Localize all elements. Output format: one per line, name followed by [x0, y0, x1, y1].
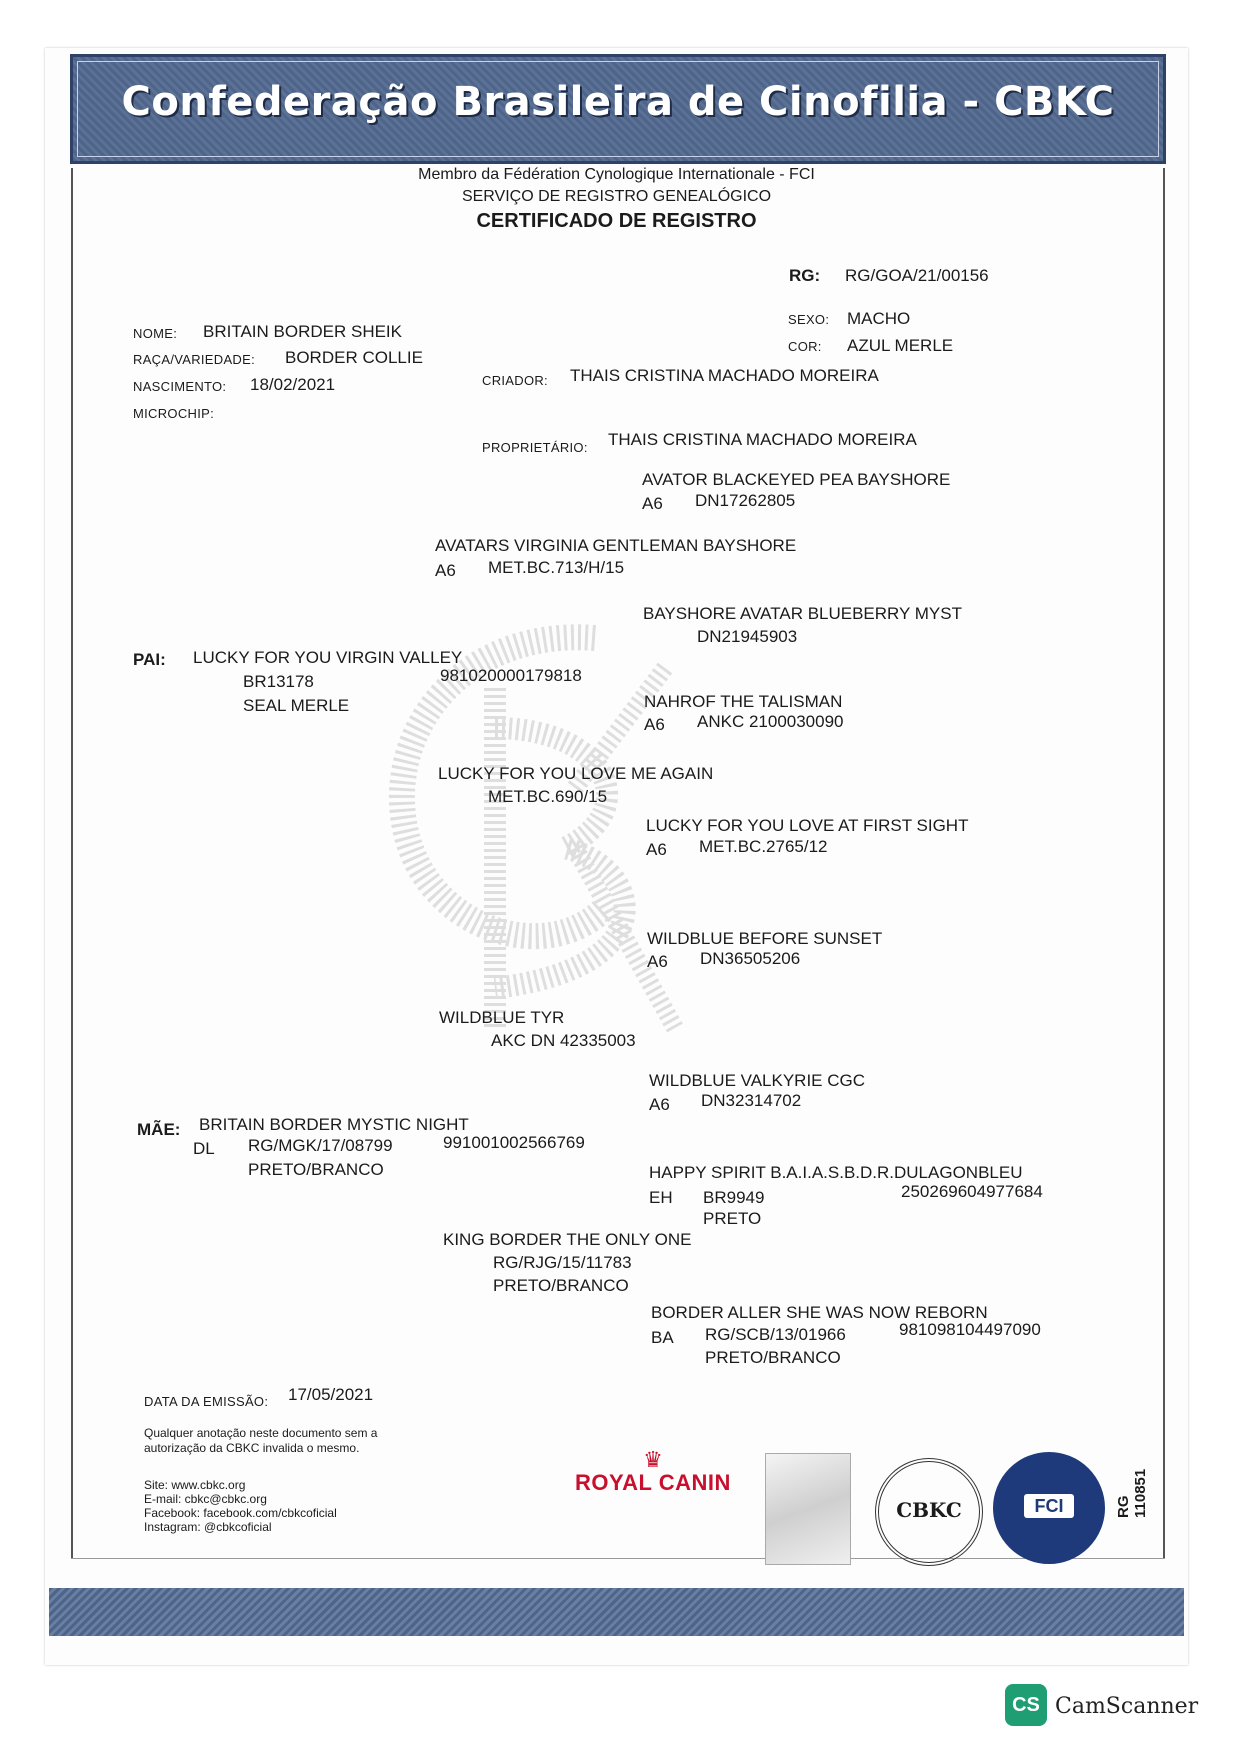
mae-code: DL — [193, 1139, 215, 1158]
pai-reg: BR13178 — [243, 672, 314, 691]
royal-canin-logo — [575, 1447, 731, 1496]
mpm-code: A6 — [649, 1095, 670, 1114]
mp-name: WILDBLUE TYR — [439, 1008, 565, 1027]
contact-instagram: Instagram: @cbkcoficial — [144, 1520, 272, 1534]
mm-name: KING BORDER THE ONLY ONE — [443, 1230, 692, 1249]
pm-reg: MET.BC.690/15 — [488, 787, 608, 806]
ppm-name: BAYSHORE AVATAR BLUEBERRY MYST — [643, 604, 962, 623]
camscanner-text: CamScanner — [1055, 1694, 1199, 1719]
sexo-value: MACHO — [847, 309, 911, 328]
mmm-color: PRETO/BRANCO — [705, 1348, 841, 1367]
certificate-sheet — [45, 48, 1188, 1665]
hologram-seal — [765, 1453, 851, 1565]
raca-label: RAÇA/VARIEDADE: — [133, 352, 256, 367]
proprietario-label: PROPRIETÁRIO: — [482, 440, 588, 455]
mmm-name: BORDER ALLER SHE WAS NOW REBORN — [651, 1303, 988, 1322]
pai-color: SEAL MERLE — [243, 696, 350, 715]
mm-color: PRETO/BRANCO — [493, 1276, 629, 1295]
service-line: SERVIÇO DE REGISTRO GENEALÓGICO — [461, 188, 772, 205]
rg-value: RG/GOA/21/00156 — [845, 266, 989, 285]
fci-membership-line: Membro da Fédération Cynologique Internationale - FCI — [418, 166, 815, 183]
frame-border-left — [71, 168, 73, 1558]
ppp-name: AVATOR BLACKEYED PEA BAYSHORE — [642, 470, 951, 489]
ppp-reg: DN17262805 — [695, 491, 796, 510]
nome-label: NOME: — [133, 326, 178, 341]
mmp-color: PRETO — [703, 1209, 762, 1228]
raca-value: BORDER COLLIE — [285, 348, 423, 367]
criador-label: CRIADOR: — [482, 373, 548, 388]
mpm-reg: DN32314702 — [701, 1091, 802, 1110]
mmp-code: EH — [649, 1188, 673, 1207]
mp-reg: AKC DN 42335003 — [491, 1031, 636, 1050]
pmp-code: A6 — [644, 715, 665, 734]
cbkc-seal — [875, 1458, 983, 1566]
mae-label: MÃE: — [137, 1120, 181, 1139]
title-banner — [70, 54, 1166, 164]
cbkc-seal-text: CBKC — [896, 1498, 962, 1522]
cor-label: COR: — [788, 339, 822, 354]
mpp-reg: DN36505206 — [700, 949, 801, 968]
criador-value: THAIS CRISTINA MACHADO MOREIRA — [570, 366, 879, 385]
nascimento-label: NASCIMENTO: — [133, 379, 227, 394]
pai-chip: 981020000179818 — [440, 666, 582, 685]
pmm-reg: MET.BC.2765/12 — [699, 837, 828, 856]
rg-label: RG: — [789, 266, 821, 285]
mmm-chip: 981098104497090 — [899, 1320, 1041, 1339]
mmm-code: BA — [651, 1328, 674, 1347]
footer-band — [49, 1588, 1184, 1636]
nascimento-value: 18/02/2021 — [250, 375, 336, 394]
pmp-name: NAHROF THE TALISMAN — [644, 692, 843, 711]
certificate-heading: CERTIFICADO DE REGISTRO — [476, 210, 757, 232]
cor-value: AZUL MERLE — [847, 336, 954, 355]
pp-code: A6 — [435, 561, 456, 580]
mmp-name: HAPPY SPIRIT B.A.I.A.S.B.D.R.DULAGONBLEU — [649, 1163, 1023, 1182]
ppp-code: A6 — [642, 494, 663, 513]
mmm-reg: RG/SCB/13/01966 — [705, 1325, 846, 1344]
contact-facebook: Facebook: facebook.com/cbkcoficial — [144, 1506, 337, 1520]
pai-name: LUCKY FOR YOU VIRGIN VALLEY — [193, 648, 463, 667]
emissao-label: DATA DA EMISSÃO: — [144, 1394, 269, 1409]
mpp-name: WILDBLUE BEFORE SUNSET — [647, 929, 883, 948]
mpm-name: WILDBLUE VALKYRIE CGC — [649, 1071, 866, 1090]
contact-site: Site: www.cbkc.org — [144, 1478, 246, 1492]
pmm-code: A6 — [646, 840, 667, 859]
mm-reg: RG/RJG/15/11783 — [493, 1253, 632, 1272]
sexo-label: SEXO: — [788, 312, 830, 327]
proprietario-value: THAIS CRISTINA MACHADO MOREIRA — [608, 430, 917, 449]
mae-reg: RG/MGK/17/08799 — [248, 1136, 393, 1155]
pp-name: AVATARS VIRGINIA GENTLEMAN BAYSHORE — [435, 536, 797, 555]
nome-value: BRITAIN BORDER SHEIK — [203, 322, 402, 341]
mpp-code: A6 — [647, 952, 668, 971]
royal-canin-text: ROYAL CANIN — [575, 1470, 731, 1495]
pp-reg: MET.BC.713/H/15 — [488, 558, 625, 577]
mae-name: BRITAIN BORDER MYSTIC NIGHT — [199, 1115, 469, 1134]
banner-title: Confederação Brasileira de Cinofilia - CBKC — [121, 79, 1115, 125]
disclaimer: Qualquer anotação neste documento sem a autorização da CBKC invalida o mesmo. — [144, 1426, 378, 1455]
pm-name: LUCKY FOR YOU LOVE ME AGAIN — [438, 764, 714, 783]
pmp-reg: ANKC 2100030090 — [697, 712, 844, 731]
ppm-reg: DN21945903 — [697, 627, 798, 646]
crown-icon: ♛ — [643, 1447, 663, 1472]
pai-label: PAI: — [133, 650, 166, 669]
camscanner-logo-icon: CS — [1005, 1684, 1047, 1726]
mae-color: PRETO/BRANCO — [248, 1160, 384, 1179]
frame-border-bottom — [71, 1558, 1165, 1559]
fci-seal-text: FCI — [1024, 1494, 1074, 1518]
mae-chip: 991001002566769 — [443, 1133, 585, 1152]
rg-vertical-number: RG 110851 — [1115, 1468, 1149, 1518]
fci-seal — [993, 1452, 1105, 1564]
contact-email: E-mail: cbkc@cbkc.org — [144, 1492, 267, 1506]
pmm-name: LUCKY FOR YOU LOVE AT FIRST SIGHT — [646, 816, 969, 835]
mmp-chip: 250269604977684 — [901, 1182, 1043, 1201]
mmp-reg: BR9949 — [703, 1188, 765, 1207]
frame-border-right — [1163, 168, 1165, 1558]
microchip-label: MICROCHIP: — [133, 406, 214, 421]
emissao-value: 17/05/2021 — [288, 1385, 374, 1404]
